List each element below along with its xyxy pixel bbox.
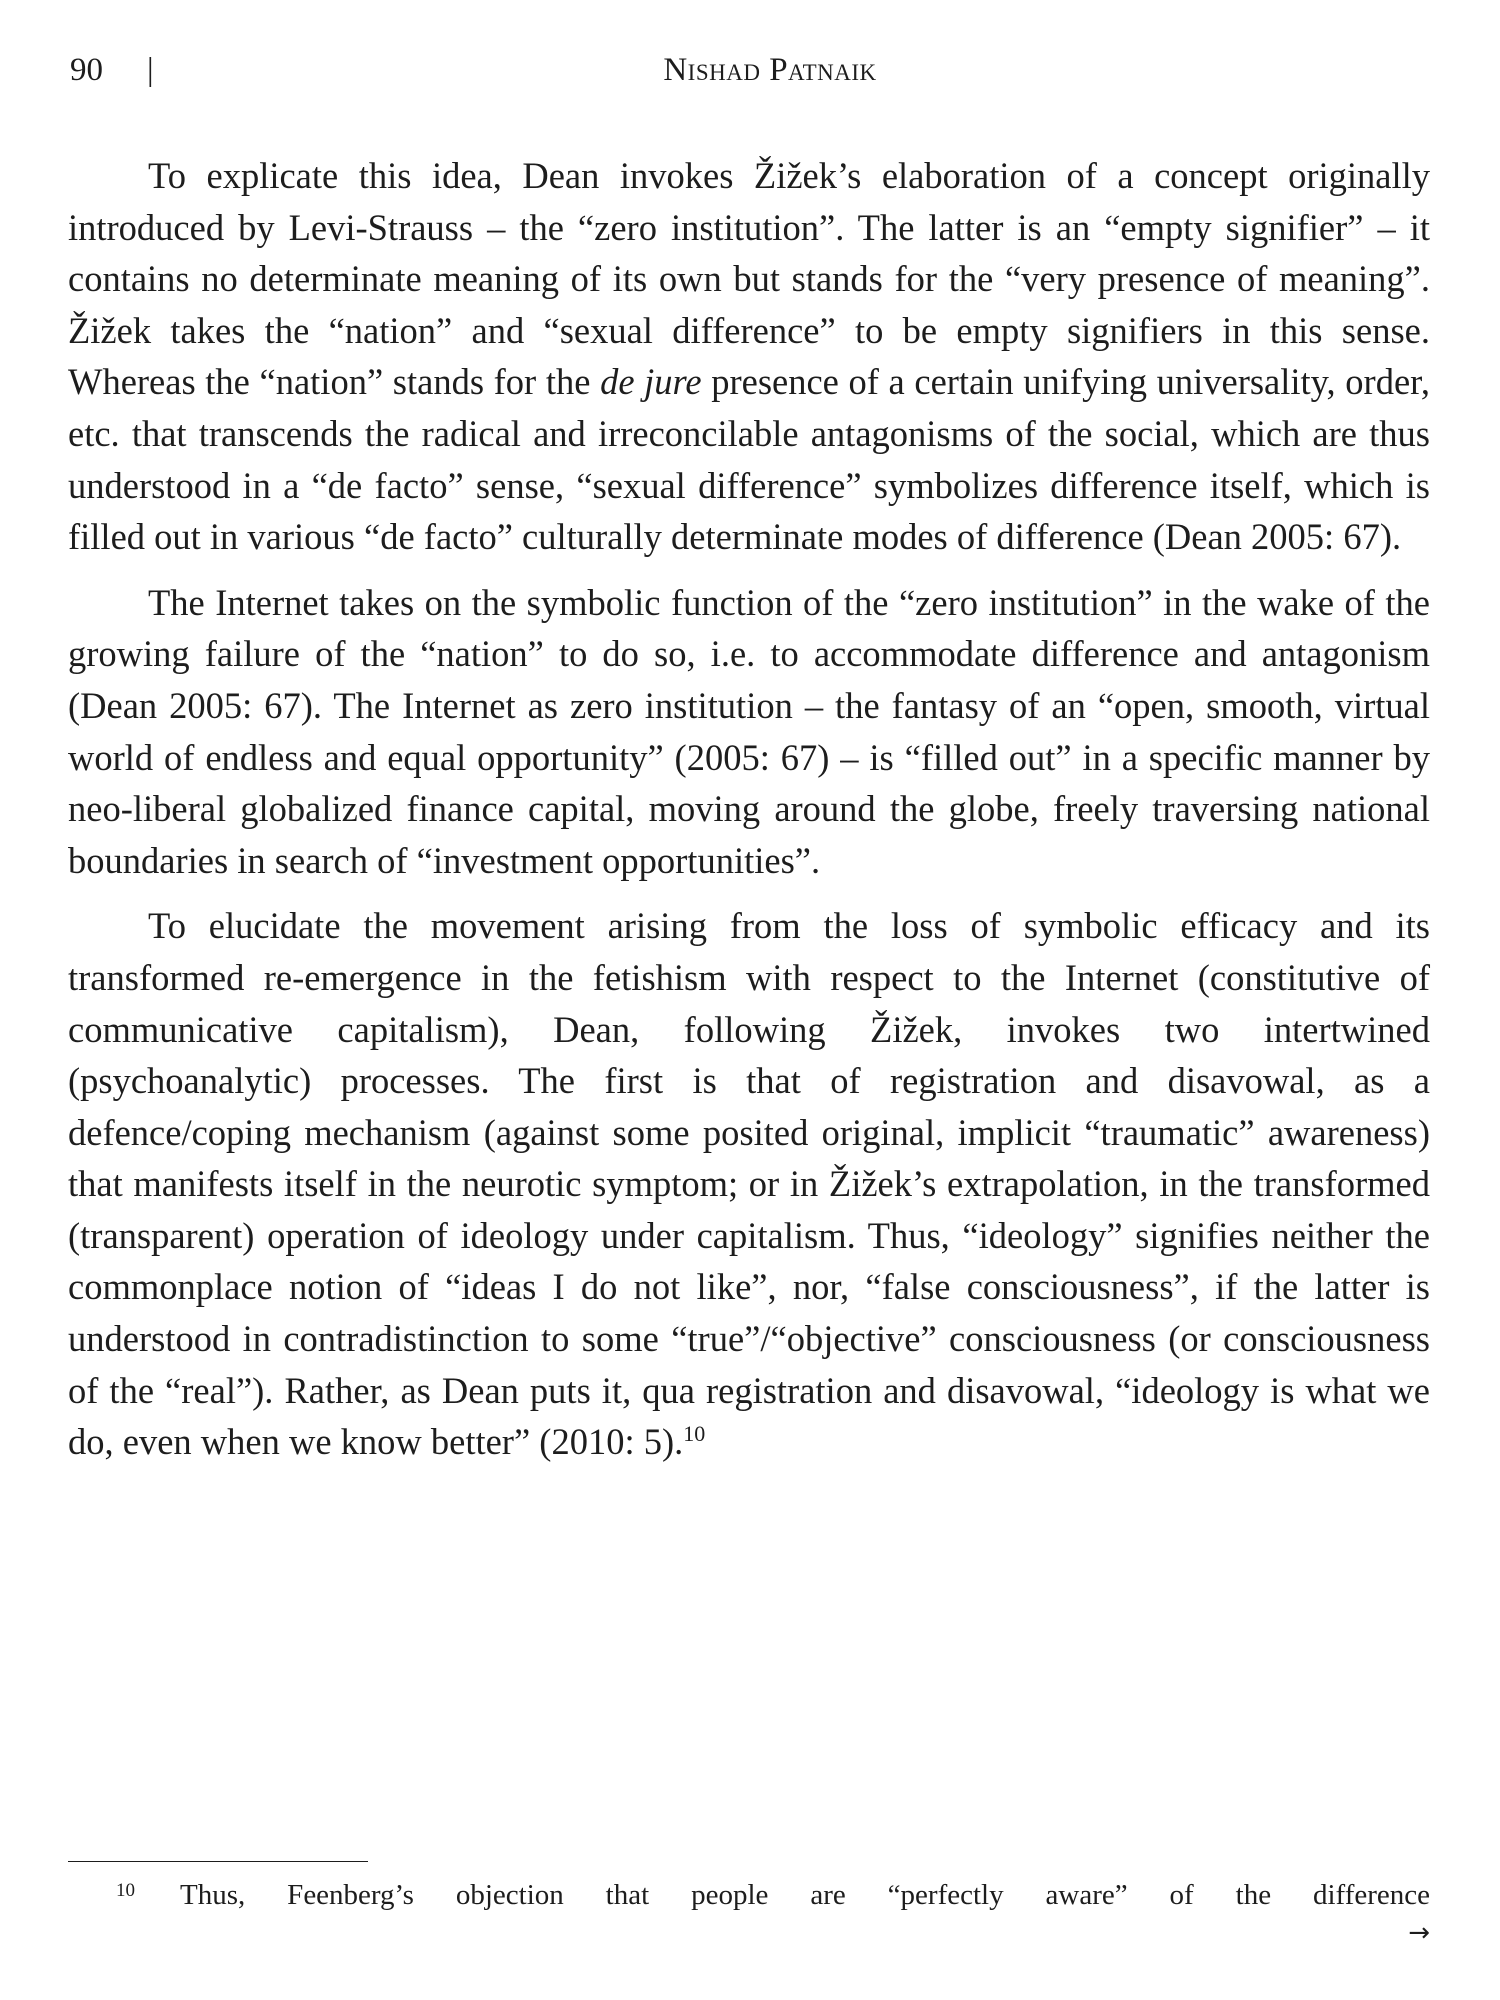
- paragraph-1-italic: de jure: [600, 361, 702, 403]
- paragraph-1: [68, 150, 1430, 563]
- footnote-reference[interactable]: 10: [683, 1421, 706, 1447]
- header-separator: |: [147, 52, 154, 88]
- continuation-arrow-icon: →: [1408, 1918, 1430, 1948]
- paragraph-3: [68, 900, 1430, 1468]
- page-number: 90: [70, 52, 103, 88]
- footnote-number: 10: [116, 1880, 135, 1901]
- running-head-author: Nishad Patnaik: [663, 52, 877, 88]
- paragraph-1-text-b: presence of a certain unifying universality, order, etc. that transcends the radical and irreconcilable antagonisms of the social, which are thus understood in a “de facto” sense, “sexual difference” symbolizes difference itself, which is filled out in various “de facto” culturally determinate modes of difference (Dean 2005: 67).: [68, 361, 1430, 558]
- paragraph-1-text-a: To explicate this idea, Dean invokes Žižek’s elaboration of a concept originally introduced by Levi-Strauss – the “zero institution”. The latter is an “empty signifier” – it contains no determinate meaning of its own but stands for the “very presence of meaning”. Žižek takes the “nation” and “sexual difference” to be empty signifiers in this sense. Whereas the “nation” stands for the: [68, 155, 1430, 403]
- body-text: [68, 150, 1430, 1482]
- footnote-text: Thus, Feenberg’s objection that people are “perfectly aware” of the difference: [180, 1879, 1430, 1911]
- paragraph-2: The Internet takes on the symbolic function of the “zero institution” in the wake of the growing failure of the “nation” to do so, i.e. to accommodate difference and antagonism (Dean 2005: 67). The Internet as zero institution – the fantasy of an “open, smooth, virtual world of endless and equal opportunity” (2005: 67) – is “filled out” in a specific manner by neo-liberal globalized finance capital, moving around the globe, freely traversing national boundaries in search of “investment opportunities”.: [68, 581, 1430, 881]
- footnote-divider: [68, 1861, 368, 1862]
- paragraph-3-text: To elucidate the movement arising from the loss of symbolic efficacy and its transformed re-emergence in the fetishism with respect to the Internet (constitutive of communicative capitalism), Dean, following Žižek, invokes two intertwined (psychoanalytic) processes. The first is that of registration and disavowal, as a defence/coping mechanism (against some posited original, implicit “traumatic” awareness) that manifests itself in the neurotic symptom; or in Žižek’s extrapolation, in the transformed (transparent) operation of ideology under capitalism. Thus, “ideology” signifies neither the commonplace notion of “ideas I do not like”, nor, “false consciousness”, if the latter is understood in contradistinction to some “true”/“objective” consciousness (or consciousness of the “real”). Rather, as Dean puts it, qua registration and disavowal, “ideology is what we do, even when we know better” (2010: 5).: [68, 905, 1430, 1463]
- running-head: [70, 50, 1430, 100]
